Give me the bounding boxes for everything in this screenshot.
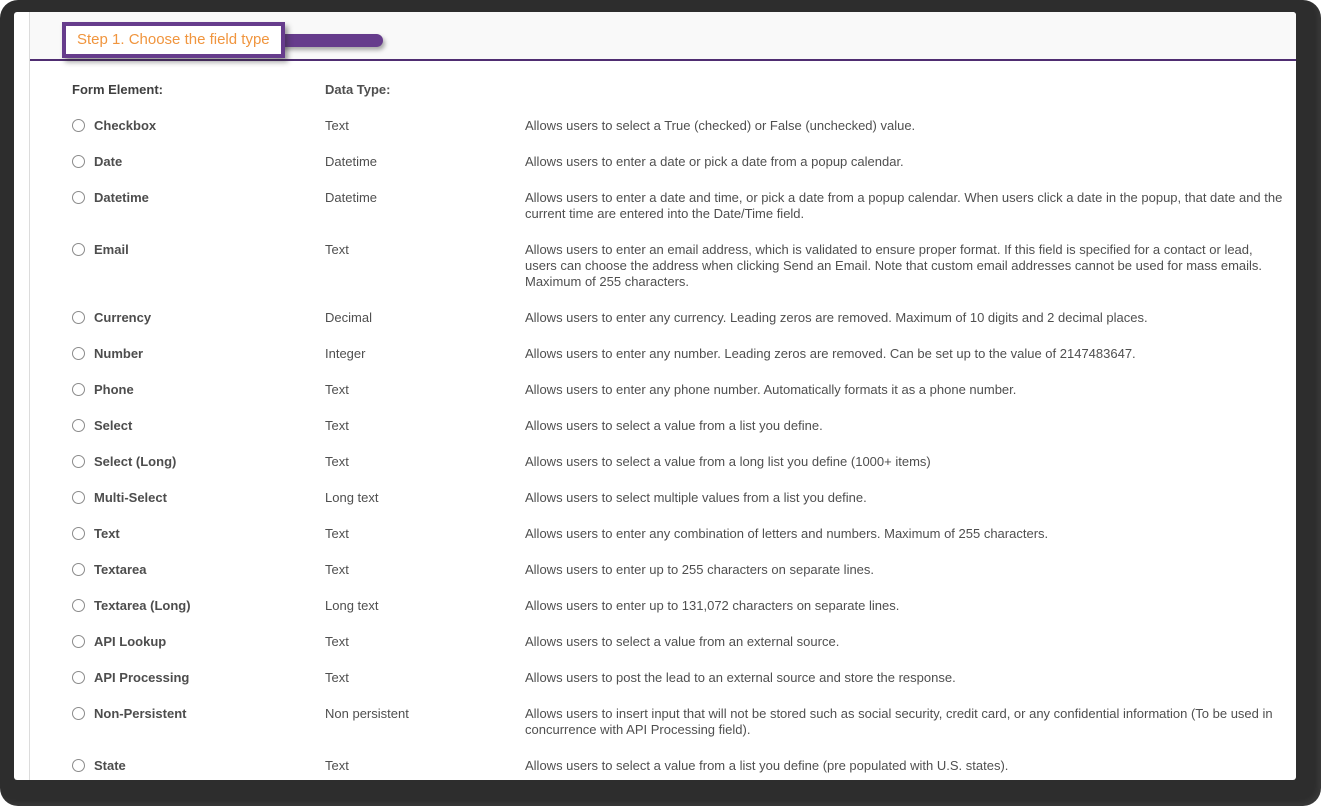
field-type-radio[interactable] bbox=[72, 671, 85, 684]
table-body bbox=[72, 118, 1296, 774]
form-element-label: Phone bbox=[94, 382, 134, 397]
field-type-radio[interactable] bbox=[72, 635, 85, 648]
field-description: Allows users to enter up to 131,072 characters on separate lines. bbox=[525, 598, 900, 613]
data-type-value: Text bbox=[325, 118, 349, 133]
form-element-label: Select (Long) bbox=[94, 454, 177, 469]
data-type-value: Text bbox=[325, 562, 349, 577]
data-type-value: Text bbox=[325, 526, 349, 541]
form-element-cell bbox=[72, 490, 325, 506]
table-row bbox=[72, 598, 1296, 614]
field-type-table bbox=[14, 82, 1296, 780]
table-row bbox=[72, 382, 1296, 398]
field-type-radio[interactable] bbox=[72, 491, 85, 504]
field-type-radio[interactable] bbox=[72, 455, 85, 468]
field-description: Allows users to post the lead to an external source and store the response. bbox=[525, 670, 956, 685]
data-type-value: Text bbox=[325, 242, 349, 257]
field-description: Allows users to enter up to 255 characters on separate lines. bbox=[525, 562, 875, 577]
field-type-radio[interactable] bbox=[72, 243, 85, 256]
form-element-cell bbox=[72, 454, 325, 470]
form-element-cell bbox=[72, 758, 325, 774]
form-element-cell bbox=[72, 706, 325, 738]
table-row bbox=[72, 634, 1296, 650]
column-header-description bbox=[525, 82, 1296, 98]
column-header-form-element: Form Element: bbox=[72, 82, 164, 97]
table-row bbox=[72, 526, 1296, 542]
table-row bbox=[72, 154, 1296, 170]
field-type-radio[interactable] bbox=[72, 311, 85, 324]
table-header-row bbox=[72, 82, 1296, 98]
table-row bbox=[72, 418, 1296, 434]
field-description: Allows users to enter any number. Leading zeros are removed. Can be set up to the value of 2147483647. bbox=[525, 346, 1136, 361]
data-type-value: Text bbox=[325, 634, 349, 649]
form-element-cell bbox=[72, 310, 325, 326]
form-element-label: Email bbox=[94, 242, 129, 257]
form-element-label: Checkbox bbox=[94, 118, 157, 133]
field-description: Allows users to enter any combination of letters and numbers. Maximum of 255 characters. bbox=[525, 526, 1049, 541]
field-type-radio[interactable] bbox=[72, 707, 85, 720]
form-element-label: Datetime bbox=[94, 190, 149, 205]
table-row bbox=[72, 706, 1296, 738]
form-element-label: Select bbox=[94, 418, 133, 433]
field-type-radio[interactable] bbox=[72, 347, 85, 360]
form-element-cell bbox=[72, 526, 325, 542]
field-description: Allows users to enter an email address, which is validated to ensure proper format. If this field is specified for a contact or lead, users can choose the address when clicking Send an Email. Note that custom email addresses cannot be used for mass emails. Maximum of 255 characters. bbox=[525, 242, 1263, 289]
form-element-cell bbox=[72, 562, 325, 578]
field-description: Allows users to select multiple values from a list you define. bbox=[525, 490, 867, 505]
arrow-left-body bbox=[277, 34, 383, 47]
step-title-highlight-box bbox=[62, 22, 285, 58]
data-type-value: Non persistent bbox=[325, 706, 409, 721]
form-element-cell bbox=[72, 154, 325, 170]
field-description: Allows users to select a value from a long list you define (1000+ items) bbox=[525, 454, 931, 469]
data-type-value: Long text bbox=[325, 490, 379, 505]
data-type-value: Text bbox=[325, 454, 349, 469]
form-element-label: API Lookup bbox=[94, 634, 167, 649]
field-description: Allows users to enter a date or pick a date from a popup calendar. bbox=[525, 154, 904, 169]
table-row bbox=[72, 118, 1296, 134]
data-type-value: Datetime bbox=[325, 190, 378, 205]
field-description: Allows users to enter any currency. Leading zeros are removed. Maximum of 10 digits and 2 decimal places. bbox=[525, 310, 1148, 325]
data-type-value: Text bbox=[325, 382, 349, 397]
field-type-radio[interactable] bbox=[72, 599, 85, 612]
field-type-panel bbox=[14, 12, 1296, 780]
form-element-cell bbox=[72, 598, 325, 614]
form-element-cell bbox=[72, 242, 325, 290]
data-type-value: Text bbox=[325, 670, 349, 685]
field-description: Allows users to enter any phone number. Automatically formats it as a phone number. bbox=[525, 382, 1017, 397]
form-element-cell bbox=[72, 382, 325, 398]
data-type-value: Text bbox=[325, 758, 349, 773]
form-element-label: Date bbox=[94, 154, 123, 169]
table-row bbox=[72, 310, 1296, 326]
form-element-cell bbox=[72, 346, 325, 362]
table-row bbox=[72, 670, 1296, 686]
step-title: Step 1. Choose the field type bbox=[77, 31, 270, 48]
field-description: Allows users to insert input that will not be stored such as social security, credit card, or any confidential information (To be used in concurrence with API Processing field). bbox=[525, 706, 1273, 737]
table-row bbox=[72, 490, 1296, 506]
form-element-label: Text bbox=[94, 526, 120, 541]
data-type-value: Integer bbox=[325, 346, 366, 361]
table-row bbox=[72, 346, 1296, 362]
table-row bbox=[72, 242, 1296, 290]
data-type-value: Text bbox=[325, 418, 349, 433]
field-type-radio[interactable] bbox=[72, 563, 85, 576]
column-header-data-type: Data Type: bbox=[325, 82, 391, 97]
field-type-radio[interactable] bbox=[72, 119, 85, 132]
field-description: Allows users to select a value from a list you define. bbox=[525, 418, 823, 433]
field-type-radio[interactable] bbox=[72, 191, 85, 204]
form-element-label: Multi-Select bbox=[94, 490, 167, 505]
form-element-label: Textarea bbox=[94, 562, 147, 577]
field-type-radio[interactable] bbox=[72, 527, 85, 540]
data-type-value: Long text bbox=[325, 598, 379, 613]
data-type-value: Decimal bbox=[325, 310, 372, 325]
table-row bbox=[72, 562, 1296, 578]
field-type-radio[interactable] bbox=[72, 759, 85, 772]
field-type-radio[interactable] bbox=[72, 155, 85, 168]
form-element-label: Currency bbox=[94, 310, 152, 325]
field-description: Allows users to select a value from an external source. bbox=[525, 634, 840, 649]
form-element-label: Textarea (Long) bbox=[94, 598, 191, 613]
data-type-value: Datetime bbox=[325, 154, 378, 169]
field-description: Allows users to select a value from a list you define (pre populated with U.S. states). bbox=[525, 758, 1009, 773]
table-row bbox=[72, 190, 1296, 222]
field-description: Allows users to select a True (checked) or False (unchecked) value. bbox=[525, 118, 916, 133]
form-element-label: API Processing bbox=[94, 670, 190, 685]
form-element-label: Number bbox=[94, 346, 144, 361]
field-type-radio[interactable] bbox=[72, 419, 85, 432]
field-type-radio[interactable] bbox=[72, 383, 85, 396]
form-element-cell bbox=[72, 418, 325, 434]
form-element-label: Non-Persistent bbox=[94, 706, 187, 721]
form-element-cell bbox=[72, 670, 325, 686]
form-element-label: State bbox=[94, 758, 126, 773]
form-element-cell bbox=[72, 190, 325, 222]
field-description: Allows users to enter a date and time, or pick a date from a popup calendar. When users click a date in the popup, that date and the current time are entered into the Date/Time field. bbox=[525, 190, 1283, 221]
form-element-cell bbox=[72, 118, 325, 134]
form-element-cell bbox=[72, 634, 325, 650]
table-row bbox=[72, 758, 1296, 774]
table-row bbox=[72, 454, 1296, 470]
